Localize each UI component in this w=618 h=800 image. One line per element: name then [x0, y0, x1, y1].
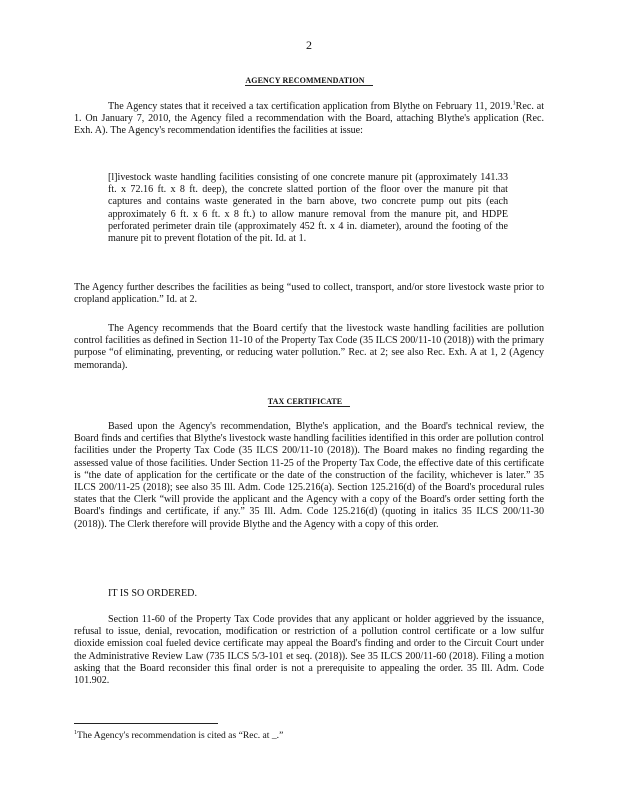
agency-recommendation-heading: AGENCY RECOMMENDATION	[0, 76, 618, 85]
so-ordered-line: IT IS SO ORDERED.	[108, 588, 197, 599]
footnote-mark: 1	[74, 729, 77, 736]
facilities-quote: [l]ivestock waste handling facilities consisting of one concrete manure pit (approximately 141.33 ft. x 72.16 ft. x 8 ft. deep), the concrete slatted portion of the floor over the manure pit that captures and contains waste generated in the barn above, two concrete pump out pits (each approximately 6 ft. x 6 ft. x 8 ft.) to allow manure removal from the manure pit, and HDPE perforated perimeter drain tile (approximately 452 ft. x 4 in. diameter), around the footing of the manure pit to prevent flotation of the pit. Id. at 1.	[108, 172, 508, 245]
footnote-ref: 1	[512, 100, 516, 107]
agency-intro-paragraph: The Agency states that it received a tax certification application from Blythe on February 11, 2019.$^1$Rec. at 1. On January 7, 2010, the Agency filed a recommendation with the Board, attaching Blythe's application (Rec. Exh. A). The Agency's recommendation identifies the facilities at issue:	[74, 100, 544, 137]
appeal-paragraph: Section 11-60 of the Property Tax Code provides that any applicant or holder aggrieved by the issuance, refusal to issue, denial, revocation, modification or restriction of a pollution control certificate or a low sulfur dioxide emission coal fueled device certificate may appeal the Board's finding and order to the Circuit Court under the Administrative Review Law (735 ILCS 5/3-101 et seq. (2018)). See 35 ILCS 200/11-60 (2018). Filing a motion asking that the Board reconsider this final order is not a prerequisite to appealing the order. 35 Ill. Adm. Code 101.902.	[74, 614, 544, 687]
board-findings-paragraph: Based upon the Agency's recommendation, Blythe's application, and the Board's technical review, the Board finds and certifies that Blythe's livestock waste handling facilities identified in this order are pollution control facilities under the Property Tax Code (35 ILCS 200/11-10 (2018)). The Board makes no finding regarding the assessed value of those facilities. Under Section 11-25 of the Property Tax Code, the effective date of this certificate is “the date of application for the certificate or the date of the construction of the facility, whichever is later.” 35 ILCS 200/11-25 (2018); see also 35 Ill. Adm. Code 125.216(a). Section 125.216(d) of the Board's procedural rules states that the Clerk “will provide the applicant and the Agency with a copy of the Board's order setting forth the Board's findings and certificate, if any.” 35 Ill. Adm. Code 125.216(d) (quoting in italics 35 ILCS 200/11-30 (2018)). The Clerk therefore will provide Blythe and the Agency with a copy of this order.	[74, 421, 544, 530]
page-number: 2	[306, 38, 312, 52]
tax-certificate-heading: TAX CERTIFICATE	[0, 397, 618, 406]
agency-certify-paragraph: The Agency recommends that the Board certify that the livestock waste handling facilities are pollution control facilities as defined in Section 11-10 of the Property Tax Code (35 ILCS 200/11-10 (2018)) with the primary purpose “of eliminating, preventing, or reducing water pollution.” Rec. at 2; see also Rec. Exh. A at 1, 2 (Agency memoranda).	[74, 323, 544, 371]
footnote-divider	[74, 723, 218, 724]
agency-description-paragraph: The Agency further describes the facilities as being “used to collect, transport, and/or store livestock waste prior to cropland application.” Id. at 2.	[74, 282, 544, 306]
footnote: $^1$The Agency's recommendation is cited as “Rec. at _.”	[74, 729, 284, 741]
